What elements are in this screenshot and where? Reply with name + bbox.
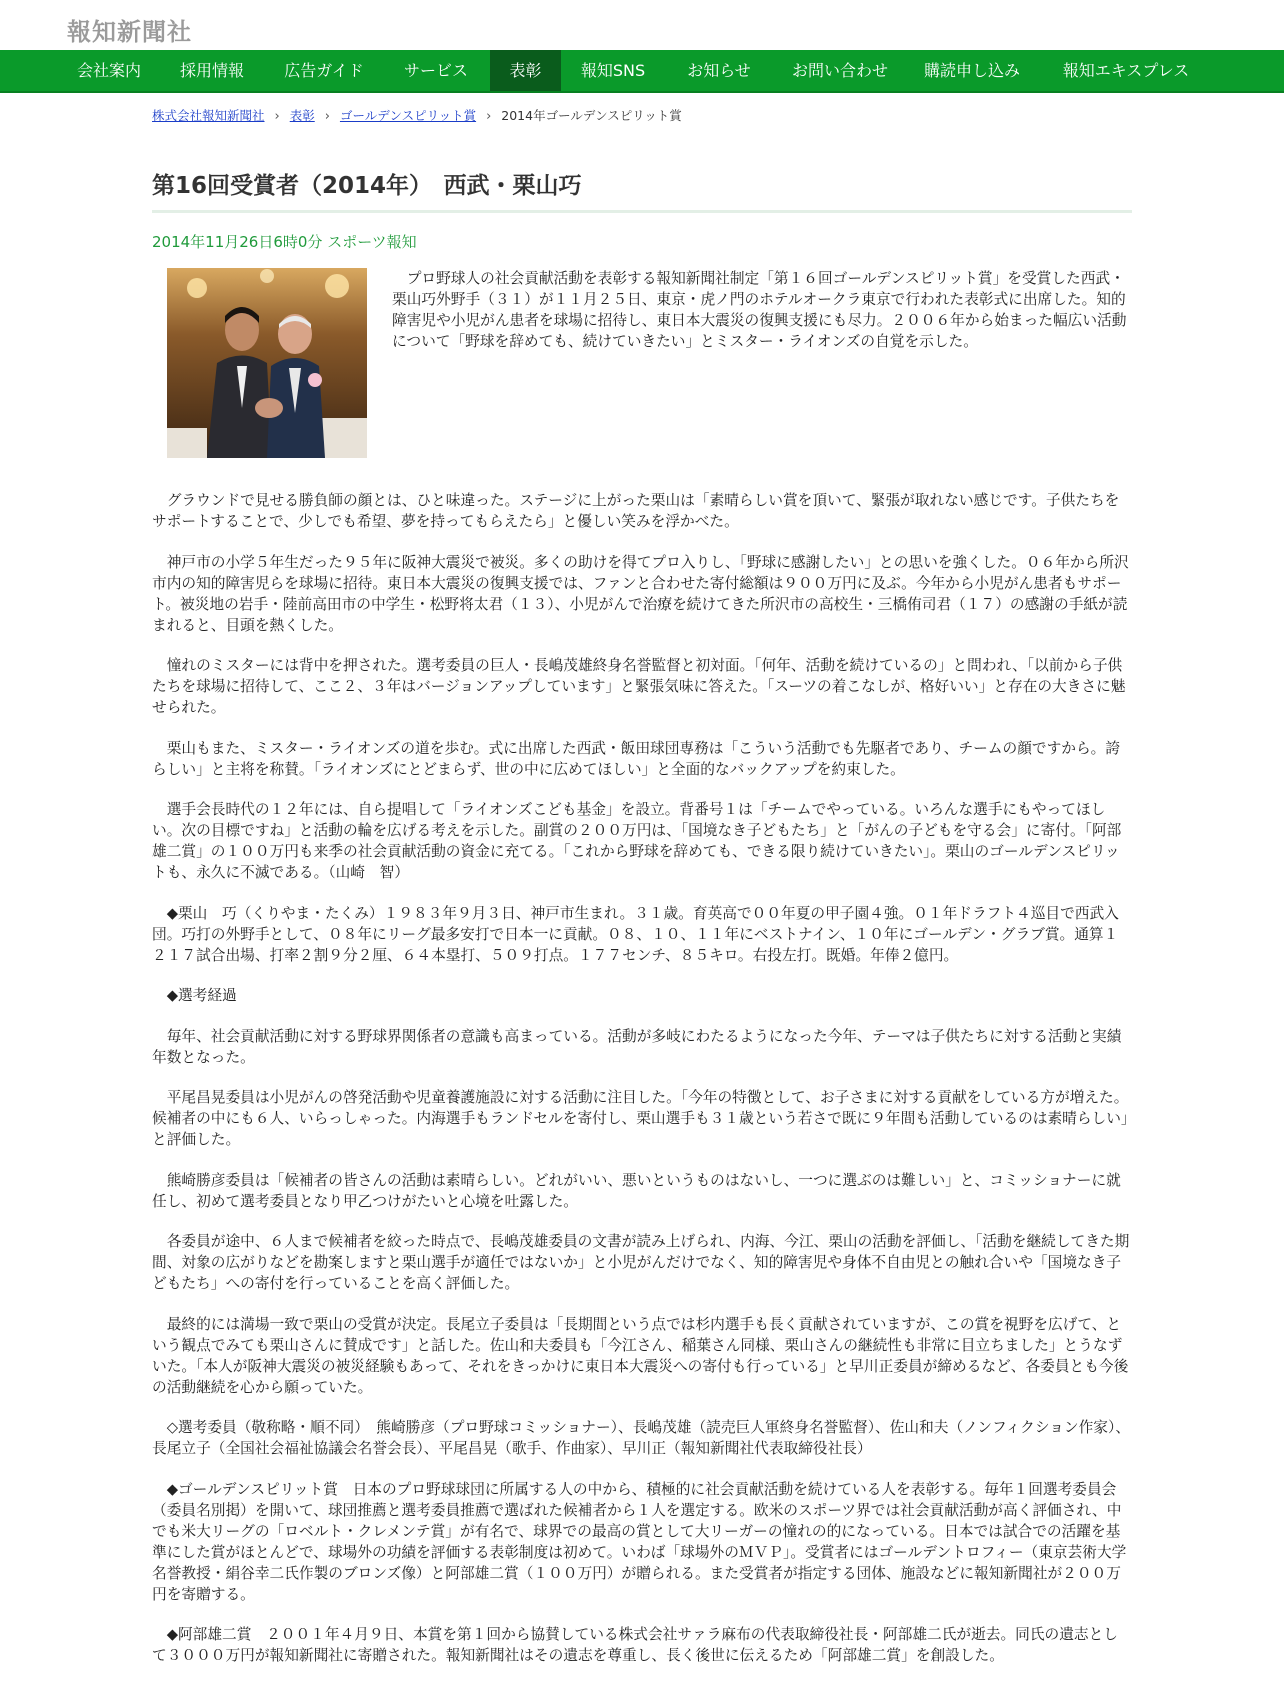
breadcrumb [152,106,682,124]
site-header [0,0,1284,50]
main-nav [0,50,1284,93]
breadcrumb-link-awards[interactable]: 表彰 [289,108,315,123]
nav-item-awards[interactable]: 表彰 [490,50,561,91]
article-lead: プロ野球人の社会貢献活動を表彰する報知新聞社制定「第１６回ゴールデンスピリット賞」を受賞した西武・栗山巧外野手（３１）が１１月２５日、東京・虎ノ門のホテルオークラ東京で行われた表彰式に出席した。知的障害児や小児がん患者を球場に招待し、東日本大震災の復興支援にも尽力。２００６年から始まった幅広い活動について「野球を辞めても、続けていきたい」とミスター・ライオンズの自覚を示した。 [392,270,1127,350]
award-ceremony-photo [167,268,367,458]
chevron-right-icon: › [486,109,492,124]
article-paragraph: グラウンドで見せる勝負師の顔とは、ひと味違った。ステージに上がった栗山は「素晴らしい賞を頂いて、緊張が取れない感じです。子供たちをサポートすることで、少しでも希望、夢を持ってもらえたら」と優しい笑みを浮かべた。 [152,492,1120,530]
nav-item-express[interactable]: 報知エキスプレス [1062,61,1190,80]
chevron-right-icon: › [324,109,330,124]
nav-item-sns[interactable]: 報知SNS [580,61,646,80]
article-paragraph: 神戸市の小学５年生だった９５年に阪神大震災で被災。多くの助けを得てプロ入りし、「野球に感謝したい」との思いを強くした。０６年から所沢市内の知的障害児らを球場に招待。東日本大震災の復興支援では、ファンと合わせた寄付総額は９００万円に及ぶ。今年から小児がん患者もサポート。被災地の岩手・陸前高田市の中学生・松野将太君（１３）、小児がんで治療を続けてきた所沢市の高校生・三橋侑司君（１７）の感謝の手紙が読まれると、目頭を熱くした。 [152,553,1129,634]
article-section-heading: ◆選考経過 [152,987,237,1004]
site-logo[interactable]: 報知新聞社 [67,17,192,46]
article-paragraph: 平尾昌晃委員は小児がんの啓発活動や児童養護施設に対する活動に注目した。「今年の特徴として、お子さまに対する貢献をしている方が増えた。候補者の中にも６人、いらっしゃった。内海選手もランドセルを寄付し、栗山選手も３１歳という若さで既に９年間も活動しているのは素晴らしい」と評価した。 [152,1089,1129,1148]
nav-item-news[interactable]: お知らせ [687,61,751,80]
title-divider [152,210,1132,213]
page-title: 第16回受賞者（2014年） 西武・栗山巧 [152,173,582,199]
article-paragraph: ◆阿部雄二賞 ２００１年４月９日、本賞を第１回から協賛している株式会社サァラ麻布の代表取締役社長・阿部雄二氏が逝去。同氏の遺志として３０００万円が報知新聞社に寄贈された。報知新聞社はその遺志を尊重し、長く後世に伝えるため「阿部雄二賞」を創設した。 [152,1626,1118,1664]
article-paragraph: 毎年、社会貢献活動に対する野球界関係者の意識も高まっている。活動が多岐にわたるようになった今年、テーマは子供たちに対する活動と実績年数となった。 [152,1027,1122,1066]
nav-item-subscribe[interactable]: 購読申し込み [923,61,1020,80]
breadcrumb-current: 2014年ゴールデンスピリット賞 [501,108,682,123]
nav-item-recruit[interactable]: 採用情報 [179,61,244,80]
nav-item-company[interactable]: 会社案内 [76,61,141,80]
article-paragraph: 憧れのミスターには背中を押された。選考委員の巨人・長嶋茂雄終身名誉監督と初対面。「何年、活動を続けているの」と問われ、「以前から子供たちを球場に招待して、ここ２、３年はバージョンアップしています」と緊張気味に答えた。「スーツの着こなしが、格好いい」と存在の大きさに魅せられた。 [152,657,1126,716]
article-paragraph: 選手会長時代の１２年には、自ら提唱して「ライオンズこども基金」を設立。背番号１は「チームでやっている。いろんな選手にもやってほしい。次の目標ですね」と活動の輪を広げる考えを示した。副賞の２００万円は、「国境なき子どもたち」と「がんの子どもを守る会」に寄付。「阿部雄二賞」の１００万円も来季の社会貢献活動の資金に充てる。「これから野球を辞めても、できる限り続けていきたい」。栗山のゴールデンスピリットも、永久に不滅である。（山崎 智） [152,801,1122,881]
nav-item-service[interactable]: サービス [403,61,468,80]
article-paragraph: 各委員が途中、６人まで候補者を絞った時点で、長嶋茂雄委員の文書が読み上げられ、内海、今江、栗山の活動を評価し、「活動を継続してきた期間、対象の広がりなどを勘案しますと栗山選手が適任ではないか」と小児がんだけでなく、知的障害児や身体不自由児との触れ合いや「国境なき子どもたち」への寄付を行っていることを高く評価した。 [152,1233,1130,1292]
article-paragraph: ◆栗山 巧（くりやま・たくみ）１９８３年９月３日、神戸市生まれ。３１歳。育英高で００年夏の甲子園４強。０１年ドラフト４巡目で西武入団。巧打の外野手として、０８年にリーグ最多安打で日本一に貢献。０８、１０、１１年にベストナイン、１０年にゴールデン・グラブ賞。通算１２１７試合出場、打率２割９分２厘、６４本塁打、５０９打点。１７７センチ、８５キロ。右投左打。既婚。年俸２億円。 [152,904,1119,964]
article-paragraph: ◇選考委員（敬称略・順不同） 熊崎勝彦（プロ野球コミッショナー）、長嶋茂雄（読売巨人軍終身名誉監督）、佐山和夫（ノンフィクション作家）、長尾立子（全国社会福祉協議会名誉会長）、平尾昌晃（歌手、作曲家）、早川正（報知新聞社代表取締役社長） [152,1419,1131,1457]
breadcrumb-link-home[interactable]: 株式会社報知新聞社 [152,108,265,123]
article-paragraph: 最終的には満場一致で栗山の受賞が決定。長尾立子委員は「長期間という点では杉内選手も長く貢献されていますが、この賞を視野を広げて、という観点でみても栗山さんに賛成です」と話した。佐山和夫委員も「今江さん、稲葉さん同様、栗山さんの継続性も非常に目立ちました」とうなずいた。「本人が阪神大震災の被災経験もあって、それをきっかけに東日本大震災への寄付も行っている」と早川正委員が締めるなど、各委員とも今後の活動継続を心から願っていた。 [152,1315,1129,1396]
nav-item-contact[interactable]: お問い合わせ [791,61,888,80]
breadcrumb-link-golden-spirit[interactable]: ゴールデンスピリット賞 [339,108,477,123]
article-paragraph: 栗山もまた、ミスター・ライオンズの道を歩む。式に出席した西武・飯田球団専務は「こういう活動でも先駆者であり、チームの顔ですから。誇らしい」と主将を称賛。「ライオンズにとどまらず、世の中に広めてほしい」と全面的なバックアップを約束した。 [152,739,1121,778]
article-photo [167,268,367,458]
nav-item-ad-guide[interactable]: 広告ガイド [284,61,364,80]
article-paragraph: 熊崎勝彦委員は「候補者の皆さんの活動は素晴らしい。どれがいい、悪いというものはないし、一つに選ぶのは難しい」と、コミッショナーに就任し、初めて選考委員となり甲乙つけがたいと心境を吐露した。 [152,1171,1121,1210]
chevron-right-icon: › [274,109,280,124]
article-body [152,490,1132,1686]
article-dateline: 2014年11月26日6時0分 スポーツ報知 [152,233,417,251]
article-paragraph: ◆ゴールデンスピリット賞 日本のプロ野球球団に所属する人の中から、積極的に社会貢献活動を続けている人を表彰する。毎年１回選考委員会（委員名別掲）を開いて、球団推薦と選考委員推薦で選ばれた候補者から１人を選定する。欧米のスポーツ界では社会貢献活動が高く評価され、中でも米大リーグの「ロベルト・クレメンテ賞」が有名で、球界での最高の賞として大リーガーの憧れの的になっている。日本では試合での活躍を基準にした賞がほとんどで、球場外の功績を評価する表彰制度は初めて。いわば「球場外のＭＶＰ」。受賞者にはゴールデントロフィー（東京芸術大学名誉教授・絹谷幸二氏作製のブロンズ像）と阿部雄二賞（１００万円）が贈られる。また受賞者が指定する団体、施設などに報知新聞社が２００万円を寄贈する。 [152,1480,1127,1603]
